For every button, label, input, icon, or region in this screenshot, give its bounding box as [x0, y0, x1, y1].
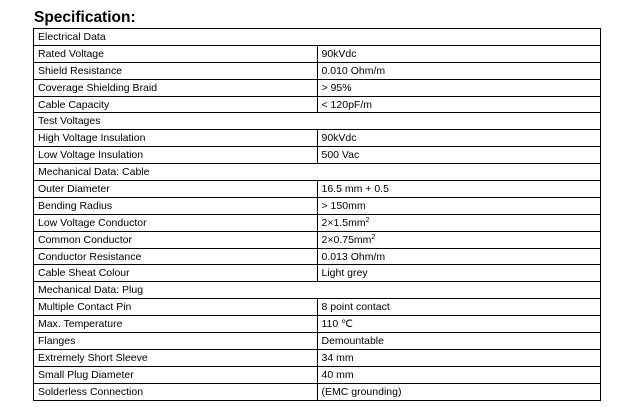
spec-value-text: 40 mm [321, 368, 354, 381]
spec-key: Conductor Resistance [34, 248, 318, 265]
spec-value-text: (EMC grounding) [321, 385, 402, 398]
table-row [34, 383, 601, 400]
spec-value [317, 181, 601, 198]
section-label: Mechanical Data: Plug [34, 282, 601, 299]
spec-value [317, 214, 601, 231]
spec-value [317, 62, 601, 79]
spec-value-text: Light grey [321, 267, 368, 280]
table-row [34, 349, 601, 366]
spec-value-text: 8 point contact [321, 301, 390, 314]
spec-key: Flanges [34, 333, 318, 350]
spec-key: Outer Diameter [34, 181, 318, 198]
spec-value [317, 383, 601, 400]
spec-value [317, 333, 601, 350]
spec-key: Cable Capacity [34, 96, 318, 113]
section-header-row [34, 282, 601, 299]
spec-value [317, 349, 601, 366]
table-row [34, 79, 601, 96]
spec-value-text: 90kVdc [321, 132, 357, 145]
table-row [34, 265, 601, 282]
page-title: Specification: [34, 9, 136, 26]
table-row [34, 214, 601, 231]
table-row [34, 333, 601, 350]
spec-value [317, 366, 601, 383]
spec-value [317, 316, 601, 333]
section-header-row [34, 113, 601, 130]
table-row [34, 130, 601, 147]
spec-value [317, 248, 601, 265]
spec-key: Low Voltage Insulation [34, 147, 318, 164]
spec-value-text: > 150mm [321, 199, 366, 212]
spec-key: Multiple Contact Pin [34, 299, 318, 316]
spec-value-text: 500 Vac [321, 149, 360, 162]
spec-key: Low Voltage Conductor [34, 214, 318, 231]
spec-value [317, 231, 601, 248]
superscript: 2 [371, 233, 376, 241]
spec-value [317, 147, 601, 164]
section-label: Test Voltages [34, 113, 601, 130]
specification-table [33, 28, 601, 401]
spec-value-text: 2×1.5mm [321, 216, 366, 229]
spec-value [317, 45, 601, 62]
spec-key: Solderless Connection [34, 383, 318, 400]
spec-value [317, 96, 601, 113]
spec-key: Small Plug Diameter [34, 366, 318, 383]
spec-value [317, 299, 601, 316]
spec-key: Rated Voltage [34, 45, 318, 62]
table-row [34, 316, 601, 333]
table-row [34, 366, 601, 383]
spec-value-text: 110 ℃ [321, 318, 353, 331]
spec-key: Extremely Short Sleeve [34, 349, 318, 366]
table-row [34, 45, 601, 62]
table-row [34, 231, 601, 248]
spec-value-text: 16.5 mm + 0.5 [321, 182, 389, 195]
spec-value-text: > 95% [321, 81, 352, 94]
spec-key: Cable Sheat Colour [34, 265, 318, 282]
section-label: Mechanical Data: Cable [34, 164, 601, 181]
spec-value [317, 197, 601, 214]
table-row [34, 181, 601, 198]
spec-value-text: 0.010 Ohm/m [321, 64, 386, 77]
spec-value [317, 265, 601, 282]
spec-value-text: < 120pF/m [321, 98, 372, 111]
table-row [34, 62, 601, 79]
specification-table-body [34, 29, 601, 401]
spec-key: High Voltage Insulation [34, 130, 318, 147]
spec-key: Bending Radius [34, 197, 318, 214]
spec-value-text: 90kVdc [321, 47, 357, 60]
spec-key: Common Conductor [34, 231, 318, 248]
table-row [34, 147, 601, 164]
spec-value-text: Demountable [321, 334, 384, 347]
section-label: Electrical Data [34, 29, 601, 46]
table-row [34, 197, 601, 214]
spec-value-text: 34 mm [321, 351, 354, 364]
section-header-row [34, 29, 601, 46]
spec-value-text: 0.013 Ohm/m [321, 250, 386, 263]
spec-key: Shield Resistance [34, 62, 318, 79]
spec-key: Max. Temperature [34, 316, 318, 333]
table-row [34, 248, 601, 265]
spec-value [317, 130, 601, 147]
spec-value [317, 79, 601, 96]
section-header-row [34, 164, 601, 181]
table-row [34, 96, 601, 113]
spec-key: Coverage Shielding Braid [34, 79, 318, 96]
table-row [34, 299, 601, 316]
superscript: 2 [365, 216, 370, 224]
spec-value-text: 2×0.75mm [321, 233, 372, 246]
